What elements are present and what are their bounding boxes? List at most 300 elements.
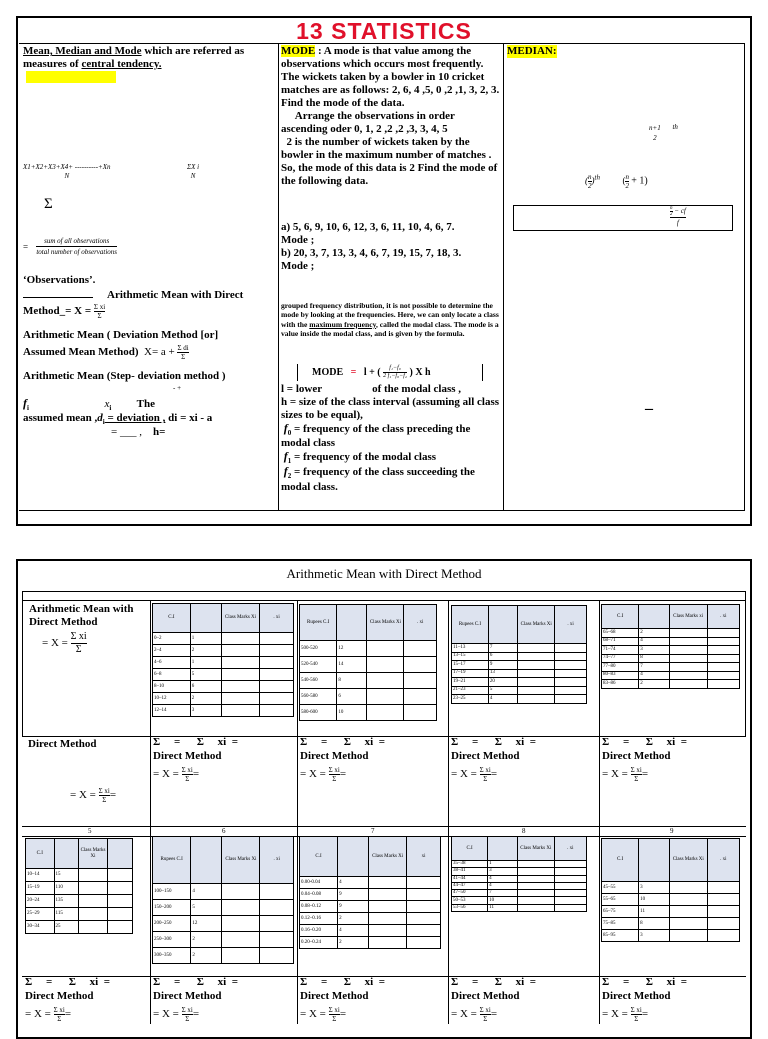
frequency-cell: 10: [639, 894, 670, 906]
table-header-cell: C.I: [153, 604, 191, 633]
frequency-cell: 2: [191, 948, 222, 964]
product-cell: [407, 925, 441, 937]
class-mark-cell: [669, 930, 707, 942]
table-row: [602, 629, 740, 638]
class-interval-cell: 10–12: [153, 693, 191, 705]
table-header-cell: [639, 839, 670, 882]
underline-blank: [23, 297, 93, 298]
class-mark-cell: [221, 693, 259, 705]
frequency-cell: 3: [639, 646, 669, 655]
product-cell: [260, 884, 294, 900]
table-row: [153, 657, 294, 669]
table-row: [452, 875, 587, 882]
frequency-cell: 11: [639, 906, 670, 918]
sigma-line: Σ = Σ xi =: [300, 976, 385, 988]
frequency-cell: 135: [54, 895, 78, 908]
sigma-symbol: Σ: [44, 196, 53, 212]
table-row: [602, 894, 740, 906]
class-mark-cell: [367, 689, 404, 705]
class-interval-cell: 68–71: [602, 637, 639, 646]
class-interval-cell: 53–56: [452, 904, 488, 911]
frequency-table: [299, 836, 441, 949]
direct-method-formula: = X = $\frac{\text{Σ xi}}{\Sigma}$ =: [25, 1006, 72, 1023]
frequency-cell: 2: [338, 937, 369, 949]
grid-vline: [448, 600, 449, 1024]
class-mark-cell: [369, 889, 407, 901]
frequency-cell: 1: [190, 633, 221, 645]
am-direct-heading: Arithmetic Mean with Direct: [107, 289, 244, 301]
class-mark-cell: [369, 925, 407, 937]
table-row: [602, 680, 740, 689]
class-interval-cell: 0–2: [153, 633, 191, 645]
class-interval-cell: 300–350: [153, 948, 191, 964]
class-interval-cell: 12–14: [153, 705, 191, 717]
direct-method-label: Direct Method: [602, 750, 671, 762]
table-header-cell: . xi: [554, 837, 586, 861]
table-row: [153, 669, 294, 681]
class-mark-cell: [669, 629, 707, 638]
frequency-cell: 4: [338, 877, 369, 889]
class-mark-cell: [369, 937, 407, 949]
table-header-cell: C.I: [26, 839, 55, 869]
class-interval-cell: 0.20–0.24: [300, 937, 338, 949]
class-interval-cell: 560-580: [300, 689, 337, 705]
frequency-cell: 8: [639, 918, 670, 930]
frequency-cell: 2: [338, 913, 369, 925]
class-interval-cell: 0.16–0.20: [300, 925, 338, 937]
table-header-cell: Class Marks Xi: [517, 837, 554, 861]
direct-method-formula: = X = $\frac{\text{Σ xi}}{\Sigma}$ =: [153, 1006, 200, 1023]
class-interval-cell: 0.08–0.12: [300, 901, 338, 913]
table-row: [300, 925, 441, 937]
product-cell: [554, 890, 586, 897]
product-cell: [260, 669, 294, 681]
table-header-cell: [488, 606, 518, 644]
frequency-table: [25, 838, 133, 934]
table-header-cell: [190, 604, 221, 633]
product-cell: [554, 904, 586, 911]
product-cell: [554, 882, 586, 889]
frequency-cell: 2: [191, 932, 222, 948]
product-cell: [260, 916, 294, 932]
table-row: [153, 916, 294, 932]
table-row: [452, 695, 587, 704]
table-row: [452, 678, 587, 687]
sigma-line: Σ = Σ xi =: [153, 976, 238, 988]
class-interval-cell: 30–34: [26, 921, 55, 934]
table-header-cell: C.I: [300, 837, 338, 877]
frequency-cell: 11: [488, 904, 518, 911]
product-cell: [707, 906, 739, 918]
product-cell: [707, 918, 739, 930]
direct-method-label: Direct Method: [28, 738, 97, 750]
table-header-cell: Rupees C.I: [452, 606, 489, 644]
sigma-xi-formula: ΣX i N: [187, 163, 200, 180]
class-mark-cell: [669, 646, 707, 655]
table-row: [602, 671, 740, 680]
table-row: [602, 637, 740, 646]
class-interval-cell: 44–47: [452, 882, 488, 889]
product-cell: [555, 652, 587, 661]
frequency-cell: 7: [488, 890, 518, 897]
product-cell: [407, 913, 441, 925]
table-row: [26, 869, 133, 882]
frequency-table: [299, 604, 437, 721]
product-cell: [707, 663, 739, 672]
frequency-cell: 5: [488, 686, 518, 695]
class-interval-cell: 0.12–0.16: [300, 913, 338, 925]
direct-method-formula: = X = $\frac{\text{Σ xi}}{\Sigma}$ =: [451, 1006, 498, 1023]
blank-h-line: = ___ , h=: [111, 426, 166, 438]
table-row: [452, 652, 587, 661]
class-mark-cell: [518, 669, 555, 678]
direct-method-label: Direct Method: [451, 750, 520, 762]
sigma-line: Σ = Σ xi =: [300, 736, 385, 748]
table-row: [153, 900, 294, 916]
class-mark-cell: [221, 657, 259, 669]
class-interval-cell: 6–8: [153, 669, 191, 681]
class-interval-cell: 80–83: [602, 671, 639, 680]
table-row: [602, 918, 740, 930]
frequency-cell: 12: [191, 916, 222, 932]
frequency-cell: 5: [191, 900, 222, 916]
class-interval-cell: 500-520: [300, 641, 337, 657]
class-interval-cell: 580-600: [300, 705, 337, 721]
class-mark-cell: [517, 890, 554, 897]
frequency-cell: 7: [639, 663, 669, 672]
frequency-cell: 8: [639, 654, 669, 663]
class-mark-cell: [221, 705, 259, 717]
median-grouped-formula: $\frac{n}{2}$ − cf f: [670, 206, 686, 227]
table-row: [153, 948, 294, 964]
table-row: [452, 686, 587, 695]
direct-method-label: Direct Method: [300, 990, 369, 1002]
class-mark-cell: [367, 673, 404, 689]
class-mark-cell: [221, 681, 259, 693]
class-mark-cell: [78, 921, 107, 934]
table-header-cell: . xi: [707, 605, 739, 629]
direct-method-formula: = X = $\frac{\text{Σ xi}}{\Sigma}$ =: [153, 766, 200, 783]
class-interval-cell: 77–80: [602, 663, 639, 672]
class-mark-cell: [517, 868, 554, 875]
table-header-cell: Class Marks Xi: [367, 605, 404, 641]
class-mark-cell: [517, 897, 554, 904]
table-row: [452, 897, 587, 904]
class-interval-cell: 55–65: [602, 894, 639, 906]
class-mark-cell: [518, 652, 555, 661]
frequency-cell: 6: [190, 681, 221, 693]
frequency-cell: 4: [488, 695, 518, 704]
class-interval-cell: 65–68: [602, 629, 639, 638]
table-row: [153, 884, 294, 900]
table-header-cell: . xi: [260, 837, 294, 884]
frequency-table: [152, 836, 294, 964]
class-interval-cell: 41–44: [452, 875, 488, 882]
class-interval-cell: 17–19: [452, 669, 489, 678]
product-cell: [707, 882, 739, 894]
table-row: [602, 646, 740, 655]
frequency-cell: 5: [190, 669, 221, 681]
frequency-cell: 1: [190, 657, 221, 669]
dash-mark: –: [645, 400, 653, 417]
product-cell: [707, 637, 739, 646]
table-row: [300, 889, 441, 901]
class-mark-cell: [78, 869, 107, 882]
table-row: [452, 661, 587, 670]
direct-method-label: Direct Method: [153, 750, 222, 762]
class-mark-cell: [518, 644, 555, 653]
class-interval-cell: 150–200: [153, 900, 191, 916]
exercise-number: 5: [88, 827, 92, 835]
table-header-cell: C.I: [602, 605, 639, 629]
direct-method-label: Direct Method: [300, 750, 369, 762]
class-interval-cell: 65–75: [602, 906, 639, 918]
product-cell: [707, 646, 739, 655]
sigma-line: Σ = Σ xi =: [153, 736, 238, 748]
table-header-cell: xi: [407, 837, 441, 877]
product-cell: [554, 861, 586, 868]
product-cell: [407, 937, 441, 949]
frequency-cell: 14: [337, 657, 367, 673]
class-interval-cell: 15–17: [452, 661, 489, 670]
table-row: [300, 913, 441, 925]
table-row: [300, 877, 441, 889]
direct-method-label: Direct Method: [451, 990, 520, 1002]
table-row: [300, 901, 441, 913]
table-header-cell: Class Marks Xi: [369, 837, 407, 877]
product-cell: [108, 921, 133, 934]
product-cell: [404, 673, 437, 689]
frequency-cell: 8: [337, 673, 367, 689]
frequency-cell: 9: [338, 901, 369, 913]
frequency-cell: 110: [54, 882, 78, 895]
deviation-line2: Assumed Mean Method) X= a + $\frac{\text{Σ di}}{\Sigma}$: [23, 344, 189, 361]
class-mark-cell: [517, 875, 554, 882]
mean-definition: = sum of all observations total number of observations: [23, 237, 118, 256]
table-row: [602, 663, 740, 672]
class-mark-cell: [78, 882, 107, 895]
class-mark-cell: [518, 686, 555, 695]
frequency-cell: 12: [337, 641, 367, 657]
frequency-cell: 3: [488, 868, 518, 875]
class-mark-cell: [78, 895, 107, 908]
frequency-table: [601, 838, 740, 942]
variable-lines: $f_i$ $x_i$ The assumed mean $,d_i$ = deviation , di = xi - a: [23, 396, 213, 427]
sigma-line: Σ = Σ xi =: [602, 736, 687, 748]
table-row: [602, 654, 740, 663]
frequency-table: [451, 836, 587, 912]
frequency-cell: 20: [488, 678, 518, 687]
table-row: [26, 895, 133, 908]
class-interval-cell: 100–150: [153, 884, 191, 900]
class-mark-cell: [669, 671, 707, 680]
step-deviation-line: Arithmetic Mean (Step- deviation method ): [23, 370, 226, 382]
mode-definition: MODE : A mode is that value among the observations which occurs most frequently. The wickets taken by a bowler in 10 cricket matches are as follows: 2, 6, 4 ,5, 0 ,2 ,1, 3, 2, 3. Find the mode of the data. Arrange the observations in order ascending oder 0, 1, 2 ,2 ,2 ,3, 3, 4, 5 2 is the number of wickets taken by the bowler in the maximum number of matches . So, the mode of this data is 2 Find the mode of the following data.: [281, 45, 500, 187]
class-interval-cell: 83–86: [602, 680, 639, 689]
direct-method-label: Direct Method: [153, 990, 222, 1002]
product-cell: [555, 661, 587, 670]
product-cell: [707, 654, 739, 663]
class-interval-cell: 23–25: [452, 695, 489, 704]
table-header-cell: . xi: [260, 604, 294, 633]
table-header-cell: . xi: [555, 606, 587, 644]
product-cell: [555, 644, 587, 653]
table-header-cell: Class Marks Xi: [518, 606, 555, 644]
class-mark-cell: [367, 705, 404, 721]
product-cell: [555, 678, 587, 687]
class-mark-cell: [369, 901, 407, 913]
table-row: [153, 645, 294, 657]
class-mark-cell: [669, 680, 707, 689]
table-header-cell: [639, 605, 669, 629]
frequency-cell: 10: [337, 705, 367, 721]
product-cell: [108, 908, 133, 921]
frequency-cell: 4: [639, 671, 669, 680]
class-interval-cell: 200–250: [153, 916, 191, 932]
class-mark-cell: [669, 906, 707, 918]
frequency-cell: 6: [337, 689, 367, 705]
class-interval-cell: 250–300: [153, 932, 191, 948]
product-cell: [404, 705, 437, 721]
method-line: Method_= X = $\frac{\text{Σ xi}}{\Sigma}$: [23, 303, 106, 320]
product-cell: [555, 695, 587, 704]
class-mark-cell: [518, 678, 555, 687]
table-header-cell: Class Marks Xi: [222, 837, 260, 884]
product-cell: [404, 689, 437, 705]
class-mark-cell: [669, 882, 707, 894]
grid-vline: [150, 600, 151, 1024]
table-header-cell: Class Marks Xi: [78, 839, 107, 869]
class-mark-cell: [222, 884, 260, 900]
frequency-cell: 13: [488, 669, 518, 678]
table-row: [26, 921, 133, 934]
direct-method-formula: = X = $\frac{\text{Σ xi}}{\Sigma}$ =: [70, 787, 117, 804]
class-interval-cell: 15–19: [26, 882, 55, 895]
yellow-highlight: [26, 71, 116, 83]
frequency-cell: 15: [54, 869, 78, 882]
table-header-cell: Class Marks Xi: [221, 604, 259, 633]
table-row: [26, 908, 133, 921]
class-interval-cell: 45–55: [602, 882, 639, 894]
intro-text: Mean, Median and Mode which are referred as measures of central tendency.: [23, 45, 245, 70]
sigma-line: Σ = Σ xi =: [451, 736, 536, 748]
table-header-cell: Class Marks xi: [669, 605, 707, 629]
page1-col3: [504, 43, 745, 511]
class-mark-cell: [669, 894, 707, 906]
class-mark-cell: [369, 877, 407, 889]
table-header-cell: C.I: [602, 839, 639, 882]
mode-formula: MODE = l + ( $\frac{\text{f₁−f₀}}{\text{2 f₁−f₀−f₂}}$ ) X h: [312, 365, 431, 379]
product-cell: [260, 948, 294, 964]
frequency-cell: 1: [488, 861, 518, 868]
product-cell: [404, 657, 437, 673]
direct-method-formula: = X = $\frac{\text{Σ xi}}{\Sigma}$ =: [602, 766, 649, 783]
class-interval-cell: 74–77: [602, 654, 639, 663]
class-interval-cell: 0.00-0.04: [300, 877, 338, 889]
exercise-number: 6: [222, 827, 226, 835]
table-row: [602, 930, 740, 942]
class-interval-cell: 20–24: [26, 895, 55, 908]
table-row: [153, 681, 294, 693]
product-cell: [108, 882, 133, 895]
frequency-cell: 2: [639, 629, 669, 638]
product-cell: [407, 901, 441, 913]
class-mark-cell: [78, 908, 107, 921]
exercise-number: 7: [371, 827, 375, 835]
frequency-table: [451, 605, 587, 704]
frequency-cell: 25: [54, 921, 78, 934]
table-header-cell: . xi: [404, 605, 437, 641]
table-row: [452, 882, 587, 889]
median-odd-formula: n+1 2 th: [649, 123, 678, 143]
table-row: [602, 882, 740, 894]
product-cell: [555, 669, 587, 678]
frequency-cell: 4: [488, 875, 518, 882]
class-interval-cell: 35–38: [452, 861, 488, 868]
direct-method-formula: = X = $\frac{\text{Σ xi}}{\Sigma}$ =: [300, 766, 347, 783]
frequency-cell: 3: [639, 930, 670, 942]
table-header-cell: [54, 839, 78, 869]
class-interval-cell: 2–4: [153, 645, 191, 657]
mode-questions: a) 5, 6, 9, 10, 6, 12, 3, 6, 11, 10, 4, 6, 7. Mode ; b) 20, 3, 7, 13, 3, 4, 6, 7, 19, 15, 7, 18, 3. Mode ;: [281, 221, 462, 272]
frequency-table: [152, 603, 294, 717]
class-mark-cell: [221, 669, 259, 681]
table-header-cell: C.I: [452, 837, 488, 861]
class-interval-cell: 25–29: [26, 908, 55, 921]
class-interval-cell: 47–50: [452, 890, 488, 897]
table-header-cell: [488, 837, 518, 861]
grid-vline: [599, 600, 600, 1024]
frequency-cell: 4: [191, 884, 222, 900]
table-header-cell: . xi: [707, 839, 739, 882]
product-cell: [407, 889, 441, 901]
frequency-cell: 4: [488, 882, 518, 889]
page2-heading: Arithmetic Mean with Direct Method: [286, 566, 482, 581]
table-row: [153, 633, 294, 645]
direct-method-formula: = X = $\frac{\text{Σ xi}}{\Sigma}$ =: [451, 766, 498, 783]
frequency-cell: 2: [190, 693, 221, 705]
class-mark-cell: [517, 882, 554, 889]
class-mark-cell: [669, 918, 707, 930]
direct-method-label: Direct Method: [25, 990, 94, 1002]
product-cell: [108, 869, 133, 882]
table-row: [153, 932, 294, 948]
grid-hline: [22, 600, 746, 601]
product-cell: [108, 895, 133, 908]
class-mark-cell: [222, 948, 260, 964]
class-interval-cell: 0.04–0.08: [300, 889, 338, 901]
class-mark-cell: [222, 916, 260, 932]
table-row: [452, 644, 587, 653]
table-header-cell: [338, 837, 369, 877]
frequency-cell: 4: [639, 637, 669, 646]
class-mark-cell: [518, 695, 555, 704]
deviation-line1: Arithmetic Mean ( Deviation Method [or]: [23, 329, 219, 341]
table-header-cell: Class Marks Xi: [669, 839, 707, 882]
product-cell: [407, 877, 441, 889]
table-row: [153, 705, 294, 717]
product-cell: [260, 645, 294, 657]
frequency-cell: 2: [639, 680, 669, 689]
frequency-cell: 3: [639, 882, 670, 894]
product-cell: [707, 894, 739, 906]
median-grouped-box: [513, 205, 733, 231]
class-interval-cell: 21–23: [452, 686, 489, 695]
direct-method-label: Direct Method: [602, 990, 671, 1002]
product-cell: [260, 633, 294, 645]
product-cell: [555, 686, 587, 695]
table-row: [300, 641, 437, 657]
